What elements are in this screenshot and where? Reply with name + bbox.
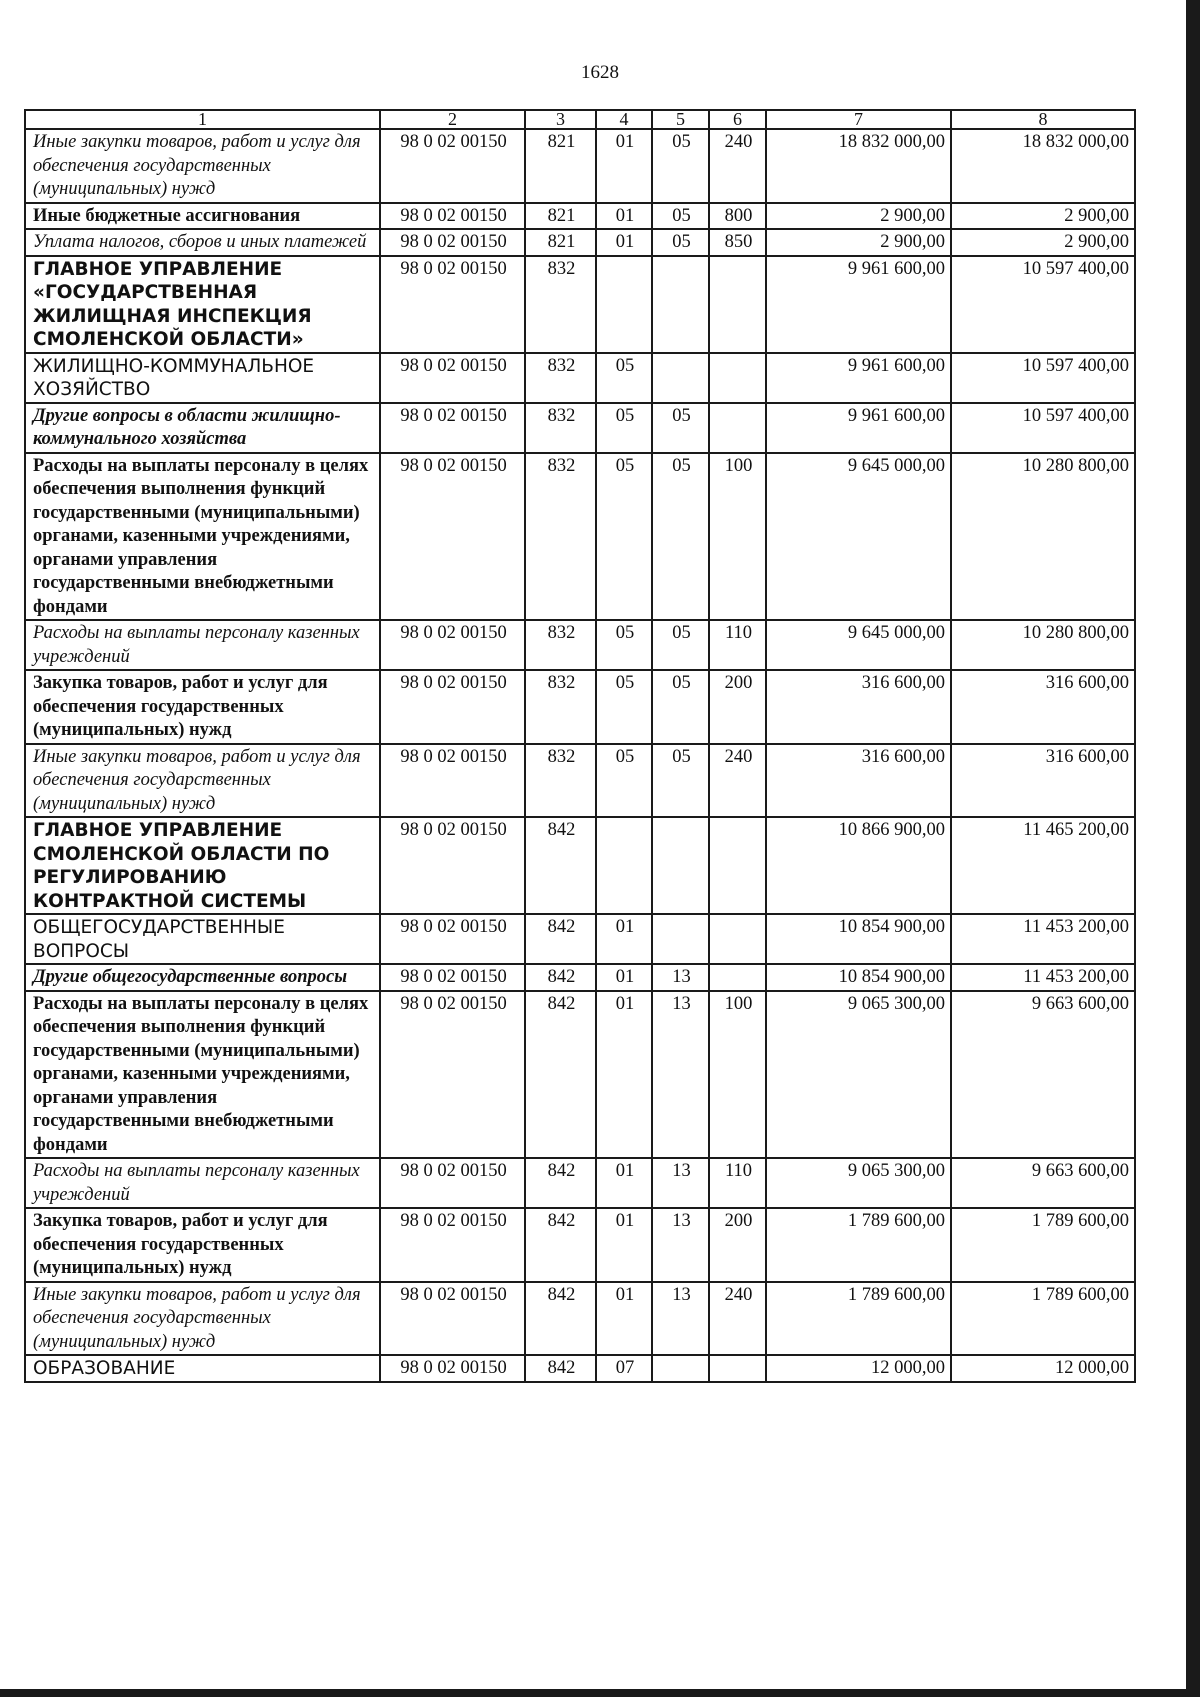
- row-amount-2-cell: 10 280 800,00: [951, 453, 1135, 621]
- row-vr-cell: [709, 1355, 766, 1382]
- row-name-cell: Расходы на выплаты персоналу казенных учреждений: [25, 620, 380, 670]
- row-name-cell: ЖИЛИЩНО-КОММУНАЛЬНОЕ ХОЗЯЙСТВО: [25, 353, 380, 403]
- row-rz-cell: 01: [596, 129, 652, 203]
- row-csr-cell: 98 0 02 00150: [380, 991, 525, 1159]
- row-name-cell: ОБРАЗОВАНИЕ: [25, 1355, 380, 1382]
- row-grbs-cell: 832: [525, 670, 596, 744]
- row-rz-cell: 05: [596, 453, 652, 621]
- row-name-cell: ГЛАВНОЕ УПРАВЛЕНИЕ «ГОСУДАРСТВЕННАЯ ЖИЛИЩНАЯ ИНСПЕКЦИЯ СМОЛЕНСКОЙ ОБЛАСТИ»: [25, 256, 380, 353]
- row-amount-1-cell: 9 065 300,00: [766, 1158, 951, 1208]
- row-amount-1-cell: 9 645 000,00: [766, 453, 951, 621]
- row-amount-2-cell: 316 600,00: [951, 670, 1135, 744]
- row-amount-2-cell: 9 663 600,00: [951, 1158, 1135, 1208]
- row-amount-1-cell: 316 600,00: [766, 744, 951, 818]
- row-amount-1-cell: 9 961 600,00: [766, 403, 951, 453]
- scan-border-bottom: [0, 1689, 1200, 1697]
- row-vr-cell: [709, 817, 766, 914]
- row-grbs-cell: 832: [525, 744, 596, 818]
- row-name-cell: Иные бюджетные ассигнования: [25, 203, 380, 230]
- row-csr-cell: 98 0 02 00150: [380, 817, 525, 914]
- row-rz-cell: 01: [596, 991, 652, 1159]
- row-name-cell: Другие общегосударственные вопросы: [25, 964, 380, 991]
- row-grbs-cell: 821: [525, 129, 596, 203]
- row-csr-cell: 98 0 02 00150: [380, 620, 525, 670]
- row-grbs-cell: 832: [525, 620, 596, 670]
- row-vr-cell: 110: [709, 1158, 766, 1208]
- row-amount-2-cell: 18 832 000,00: [951, 129, 1135, 203]
- page-number: 1628: [581, 62, 619, 83]
- row-rz-cell: 05: [596, 670, 652, 744]
- row-rz-cell: 01: [596, 914, 652, 964]
- row-amount-2-cell: 10 597 400,00: [951, 403, 1135, 453]
- table-row: [25, 744, 1135, 818]
- row-pr-cell: 05: [652, 403, 709, 453]
- row-csr-cell: 98 0 02 00150: [380, 744, 525, 818]
- row-amount-2-cell: 316 600,00: [951, 744, 1135, 818]
- row-name-cell: ГЛАВНОЕ УПРАВЛЕНИЕ СМОЛЕНСКОЙ ОБЛАСТИ ПО РЕГУЛИРОВАНИЮ КОНТРАКТНОЙ СИСТЕМЫ: [25, 817, 380, 914]
- row-rz-cell: 01: [596, 229, 652, 256]
- header-cell-1: 1: [25, 110, 380, 129]
- row-name-cell: Закупка товаров, работ и услуг для обеспечения государственных (муниципальных) нужд: [25, 1208, 380, 1282]
- table-row: [25, 914, 1135, 964]
- row-vr-cell: 100: [709, 991, 766, 1159]
- row-grbs-cell: 842: [525, 1208, 596, 1282]
- row-rz-cell: 01: [596, 1208, 652, 1282]
- row-amount-1-cell: 10 854 900,00: [766, 964, 951, 991]
- row-amount-1-cell: 316 600,00: [766, 670, 951, 744]
- row-grbs-cell: 842: [525, 1158, 596, 1208]
- row-vr-cell: [709, 964, 766, 991]
- row-pr-cell: 13: [652, 964, 709, 991]
- row-amount-1-cell: 9 645 000,00: [766, 620, 951, 670]
- row-rz-cell: 01: [596, 1282, 652, 1356]
- row-amount-2-cell: 10 597 400,00: [951, 256, 1135, 353]
- row-pr-cell: 05: [652, 744, 709, 818]
- row-grbs-cell: 832: [525, 353, 596, 403]
- row-rz-cell: 05: [596, 620, 652, 670]
- row-rz-cell: 01: [596, 1158, 652, 1208]
- header-cell-6: 6: [709, 110, 766, 129]
- table-body: [25, 110, 1135, 1382]
- row-vr-cell: [709, 914, 766, 964]
- header-cell-8: 8: [951, 110, 1135, 129]
- row-amount-1-cell: 18 832 000,00: [766, 129, 951, 203]
- row-vr-cell: 110: [709, 620, 766, 670]
- row-pr-cell: 13: [652, 1208, 709, 1282]
- row-amount-2-cell: 10 280 800,00: [951, 620, 1135, 670]
- table-row: [25, 1208, 1135, 1282]
- row-vr-cell: [709, 256, 766, 353]
- table-row: [25, 453, 1135, 621]
- row-pr-cell: [652, 256, 709, 353]
- row-grbs-cell: 821: [525, 229, 596, 256]
- row-vr-cell: 850: [709, 229, 766, 256]
- row-amount-1-cell: 1 789 600,00: [766, 1282, 951, 1356]
- row-name-cell: Закупка товаров, работ и услуг для обеспечения государственных (муниципальных) нужд: [25, 670, 380, 744]
- row-grbs-cell: 832: [525, 256, 596, 353]
- row-vr-cell: 100: [709, 453, 766, 621]
- row-rz-cell: [596, 256, 652, 353]
- row-csr-cell: 98 0 02 00150: [380, 403, 525, 453]
- row-amount-1-cell: 2 900,00: [766, 203, 951, 230]
- row-vr-cell: 200: [709, 1208, 766, 1282]
- row-amount-2-cell: 11 453 200,00: [951, 964, 1135, 991]
- table-row: [25, 353, 1135, 403]
- row-amount-2-cell: 9 663 600,00: [951, 991, 1135, 1159]
- table-row: [25, 203, 1135, 230]
- row-name-cell: Расходы на выплаты персоналу в целях обеспечения выполнения функций государственными (муниципальными) органами, казенными учреждениями, органами управления государственными внебюджетными фондами: [25, 991, 380, 1159]
- row-name-cell: Другие вопросы в области жилищно-коммунального хозяйства: [25, 403, 380, 453]
- row-grbs-cell: 832: [525, 453, 596, 621]
- row-pr-cell: [652, 1355, 709, 1382]
- row-csr-cell: 98 0 02 00150: [380, 1355, 525, 1382]
- row-pr-cell: 05: [652, 620, 709, 670]
- row-csr-cell: 98 0 02 00150: [380, 964, 525, 991]
- row-csr-cell: 98 0 02 00150: [380, 1208, 525, 1282]
- table-row: [25, 670, 1135, 744]
- budget-table: [24, 109, 1136, 1383]
- header-cell-2: 2: [380, 110, 525, 129]
- table-header-row: [25, 110, 1135, 129]
- row-amount-2-cell: 11 453 200,00: [951, 914, 1135, 964]
- scan-border-right: [1186, 0, 1200, 1697]
- table-row: [25, 403, 1135, 453]
- row-pr-cell: 05: [652, 453, 709, 621]
- table-row: [25, 129, 1135, 203]
- row-vr-cell: 240: [709, 744, 766, 818]
- row-grbs-cell: 832: [525, 403, 596, 453]
- row-name-cell: Иные закупки товаров, работ и услуг для обеспечения государственных (муниципальных) нужд: [25, 1282, 380, 1356]
- row-vr-cell: 200: [709, 670, 766, 744]
- row-amount-2-cell: 11 465 200,00: [951, 817, 1135, 914]
- header-cell-5: 5: [652, 110, 709, 129]
- table-row: [25, 991, 1135, 1159]
- row-name-cell: Расходы на выплаты персоналу казенных учреждений: [25, 1158, 380, 1208]
- row-csr-cell: 98 0 02 00150: [380, 203, 525, 230]
- row-grbs-cell: 821: [525, 203, 596, 230]
- row-amount-2-cell: 10 597 400,00: [951, 353, 1135, 403]
- table-row: [25, 1355, 1135, 1382]
- row-amount-2-cell: 2 900,00: [951, 229, 1135, 256]
- header-cell-4: 4: [596, 110, 652, 129]
- row-pr-cell: 13: [652, 1158, 709, 1208]
- row-amount-1-cell: 9 961 600,00: [766, 353, 951, 403]
- row-amount-2-cell: 12 000,00: [951, 1355, 1135, 1382]
- row-amount-2-cell: 1 789 600,00: [951, 1208, 1135, 1282]
- row-amount-1-cell: 10 854 900,00: [766, 914, 951, 964]
- row-grbs-cell: 842: [525, 991, 596, 1159]
- table-row: [25, 620, 1135, 670]
- row-csr-cell: 98 0 02 00150: [380, 1282, 525, 1356]
- row-rz-cell: 07: [596, 1355, 652, 1382]
- row-pr-cell: [652, 914, 709, 964]
- row-amount-1-cell: 9 065 300,00: [766, 991, 951, 1159]
- row-vr-cell: 240: [709, 1282, 766, 1356]
- row-amount-2-cell: 1 789 600,00: [951, 1282, 1135, 1356]
- row-grbs-cell: 842: [525, 1282, 596, 1356]
- row-amount-1-cell: 1 789 600,00: [766, 1208, 951, 1282]
- row-csr-cell: 98 0 02 00150: [380, 1158, 525, 1208]
- row-csr-cell: 98 0 02 00150: [380, 914, 525, 964]
- row-name-cell: Иные закупки товаров, работ и услуг для обеспечения государственных (муниципальных) нужд: [25, 129, 380, 203]
- row-grbs-cell: 842: [525, 1355, 596, 1382]
- row-pr-cell: [652, 817, 709, 914]
- table-row: [25, 1158, 1135, 1208]
- header-cell-3: 3: [525, 110, 596, 129]
- row-pr-cell: 05: [652, 129, 709, 203]
- row-pr-cell: [652, 353, 709, 403]
- row-grbs-cell: 842: [525, 817, 596, 914]
- row-csr-cell: 98 0 02 00150: [380, 129, 525, 203]
- row-csr-cell: 98 0 02 00150: [380, 453, 525, 621]
- row-name-cell: Уплата налогов, сборов и иных платежей: [25, 229, 380, 256]
- row-name-cell: Иные закупки товаров, работ и услуг для обеспечения государственных (муниципальных) нужд: [25, 744, 380, 818]
- row-name-cell: Расходы на выплаты персоналу в целях обеспечения выполнения функций государственными (муниципальными) органами, казенными учреждениями, органами управления государственными внебюджетными фондами: [25, 453, 380, 621]
- row-pr-cell: 05: [652, 229, 709, 256]
- row-vr-cell: 800: [709, 203, 766, 230]
- row-csr-cell: 98 0 02 00150: [380, 353, 525, 403]
- row-grbs-cell: 842: [525, 964, 596, 991]
- row-pr-cell: 13: [652, 991, 709, 1159]
- table-row: [25, 256, 1135, 353]
- row-name-cell: ОБЩЕГОСУДАРСТВЕННЫЕ ВОПРОСЫ: [25, 914, 380, 964]
- row-amount-1-cell: 12 000,00: [766, 1355, 951, 1382]
- row-pr-cell: 13: [652, 1282, 709, 1356]
- table-row: [25, 229, 1135, 256]
- row-rz-cell: 01: [596, 203, 652, 230]
- row-csr-cell: 98 0 02 00150: [380, 229, 525, 256]
- row-amount-1-cell: 10 866 900,00: [766, 817, 951, 914]
- row-rz-cell: 01: [596, 964, 652, 991]
- row-amount-1-cell: 9 961 600,00: [766, 256, 951, 353]
- row-vr-cell: [709, 403, 766, 453]
- row-rz-cell: 05: [596, 353, 652, 403]
- row-rz-cell: 05: [596, 403, 652, 453]
- row-rz-cell: 05: [596, 744, 652, 818]
- header-cell-7: 7: [766, 110, 951, 129]
- table-row: [25, 1282, 1135, 1356]
- row-pr-cell: 05: [652, 203, 709, 230]
- row-vr-cell: 240: [709, 129, 766, 203]
- table-row: [25, 964, 1135, 991]
- row-csr-cell: 98 0 02 00150: [380, 256, 525, 353]
- row-amount-1-cell: 2 900,00: [766, 229, 951, 256]
- row-rz-cell: [596, 817, 652, 914]
- row-vr-cell: [709, 353, 766, 403]
- row-amount-2-cell: 2 900,00: [951, 203, 1135, 230]
- row-pr-cell: 05: [652, 670, 709, 744]
- row-grbs-cell: 842: [525, 914, 596, 964]
- table-row: [25, 817, 1135, 914]
- row-csr-cell: 98 0 02 00150: [380, 670, 525, 744]
